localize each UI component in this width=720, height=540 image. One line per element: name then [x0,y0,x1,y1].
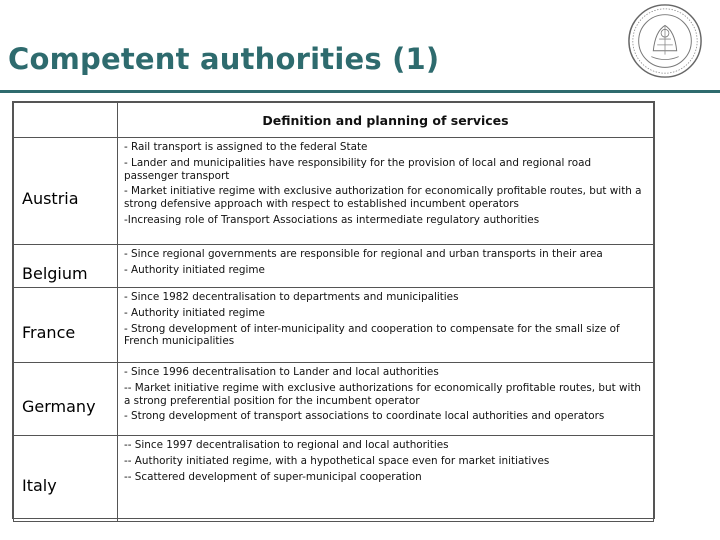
description-line: - Since regional governments are responsible for regional and urban transports in their area [124,248,603,260]
description-cell [118,138,654,245]
country-label: Italy [22,476,57,495]
country-cell [14,436,118,522]
description-line: - Market initiative regime with exclusive authorization for economically profitable routes, but with a strong defensive approach with respect to established incumbent operators [124,185,642,211]
header-empty-cell [14,103,118,138]
table-row [14,245,654,288]
description-line: -- Authority initiated regime, with a hypothetical space even for market initiatives [124,454,550,467]
description-line: -- Since 1997 decentralisation to regional and local authorities [124,439,449,451]
country-label: Austria [22,188,79,208]
country-label: Belgium [22,263,88,283]
table-header-row [14,103,654,138]
table-row [14,436,654,522]
title-divider [0,90,720,93]
description-cell [118,436,654,522]
description-line: - Rail transport is assigned to the federal State [124,141,368,153]
description-line: -- Scattered development of super-municipal cooperation [124,470,422,483]
slide-title: Competent authorities (1) [8,42,440,76]
country-cell [14,138,118,245]
country-label: Germany [22,396,96,416]
description-line: - Authority initiated regime [124,306,265,319]
description-line: - Authority initiated regime [124,263,265,276]
description-line: - Strong development of transport associations to coordinate local authorities and operators [124,410,605,423]
description-line: -Increasing role of Transport Associations as intermediate regulatory authorities [124,213,540,226]
header-cell: Definition and planning of services [118,103,654,138]
description-line: - Lander and municipalities have responsibility for the provision of local and regional road passenger transport [124,156,592,182]
country-cell [14,288,118,363]
university-seal-icon [626,2,704,80]
country-label: France [22,322,76,342]
country-cell [14,245,118,288]
description-cell [118,245,654,288]
table-row [14,288,654,363]
description-cell [118,288,654,363]
table-row [14,138,654,245]
table-row [14,363,654,436]
description-cell [118,363,654,436]
description-line: - Strong development of inter-municipality and cooperation to compensate for the small size of French municipalities [124,322,620,348]
authorities-table [12,101,655,519]
description-line: - Since 1996 decentralisation to Lander and local authorities [124,366,439,378]
description-line: -- Market initiative regime with exclusive authorizations for economically profitable routes, but with a strong preferential position for the incumbent operator [124,381,642,407]
description-line: - Since 1982 decentralisation to departments and municipalities [124,291,459,303]
country-cell [14,363,118,436]
